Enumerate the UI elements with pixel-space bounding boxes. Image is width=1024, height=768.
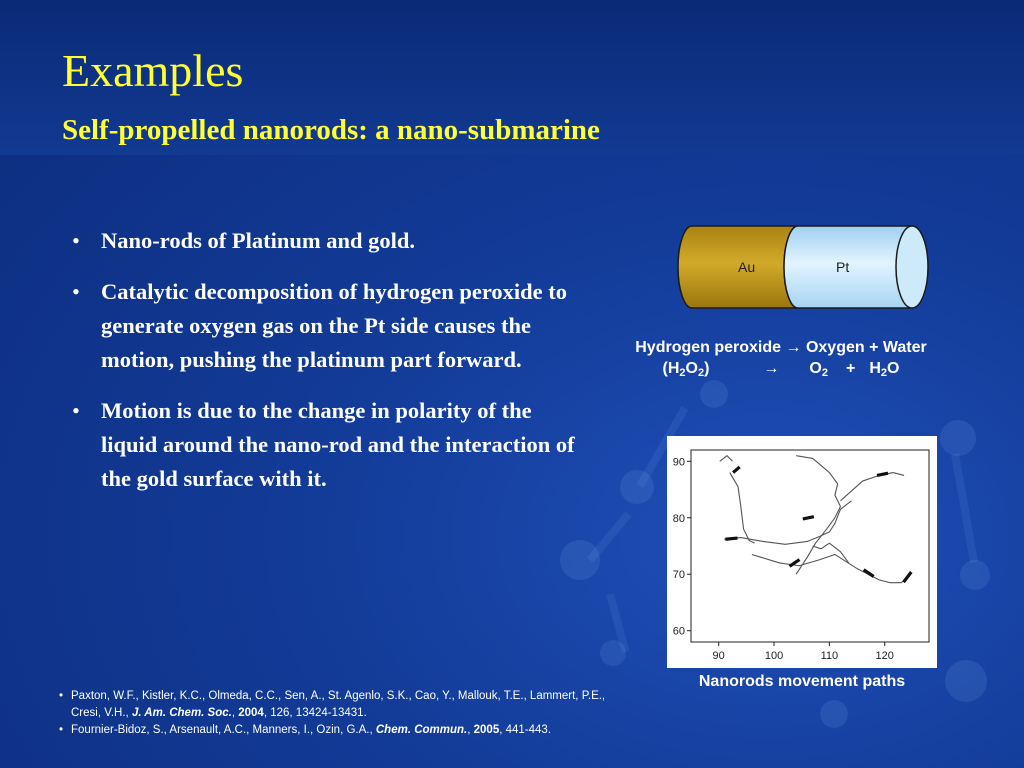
nanorod-marker [733, 467, 740, 473]
platinum-label: Pt [836, 259, 850, 275]
gold-label: Au [738, 259, 756, 275]
platinum-end-cap [896, 226, 928, 308]
bullet-item: • Nano-rods of Platinum and gold. [72, 224, 582, 258]
movement-path [840, 473, 904, 501]
reaction-equation [598, 337, 964, 384]
y-tick-label: 90 [672, 456, 685, 469]
publication-year: 2005 [473, 724, 500, 736]
nanorod-diagram [676, 224, 932, 310]
movement-path [796, 456, 840, 575]
movement-plot-panel [667, 436, 937, 668]
nanorod-marker [725, 538, 737, 539]
reactant-name: Hydrogen peroxide [635, 339, 782, 356]
x-tick-label: 110 [820, 650, 839, 662]
product-name: Water [882, 339, 927, 356]
water-formula: $H_2O$ [869, 360, 900, 379]
reaction-arrow: → [763, 360, 780, 377]
movement-plot [667, 436, 937, 668]
oxygen-formula: $O_2$ [809, 360, 828, 379]
nanorod-marker [803, 517, 814, 519]
movement-path [730, 473, 755, 544]
bullet-list [72, 224, 582, 513]
journal-name: Chem. Commun. [375, 724, 468, 736]
equation-words [598, 337, 964, 358]
y-tick-label: 80 [672, 512, 685, 525]
reference-item: • Paxton, W.F., Kistler, K.C., Olmeda, C.C., Sen, A., St. Agenlo, S.K., Cao, Y., Mallouk, T.E., Lammert, P.E., Cresi, V.H., J. Am. Chem. Soc., 2004, 126, 13424-13431. [58, 688, 618, 722]
slide-title: Examples [62, 45, 244, 96]
x-tick-label: 90 [712, 650, 725, 662]
reaction-arrow: → [785, 339, 802, 356]
nanorod-marker [877, 473, 888, 475]
plus-sign: + [846, 360, 856, 377]
journal-name: J. Am. Chem. Soc. [131, 707, 232, 719]
reference-item: • Fournier-Bidoz, S., Arsenault, A.C., Manners, I., Ozin, G.A., Chem. Commun., 2005, 441-443. [58, 722, 618, 739]
reactant-formula: $(H_2O_2)$ [662, 360, 710, 379]
product-name: Oxygen [805, 339, 865, 356]
plus-sign: + [869, 339, 879, 356]
reference-list [58, 688, 618, 739]
movement-path [720, 456, 733, 462]
y-tick-label: 60 [672, 625, 685, 638]
bullet-item: • Catalytic decomposition of hydrogen peroxide to generate oxygen gas on the Pt side causes the motion, pushing the platinum part forward. [72, 275, 582, 377]
y-tick-label: 70 [672, 569, 685, 582]
plot-frame [691, 450, 929, 642]
plot-caption: Nanorods movement paths [698, 673, 906, 690]
equation-formulas [598, 358, 964, 384]
publication-year: 2004 [238, 707, 264, 719]
x-tick-label: 100 [764, 650, 784, 662]
movement-path [752, 554, 910, 582]
slide-subtitle: Self-propelled nanorods: a nano-submarine [62, 114, 600, 146]
x-tick-label: 120 [875, 650, 894, 662]
bullet-item: • Motion is due to the change in polarity of the liquid around the nano-rod and the interaction of the gold surface with it. [72, 394, 582, 496]
nanorod-marker [904, 572, 912, 582]
